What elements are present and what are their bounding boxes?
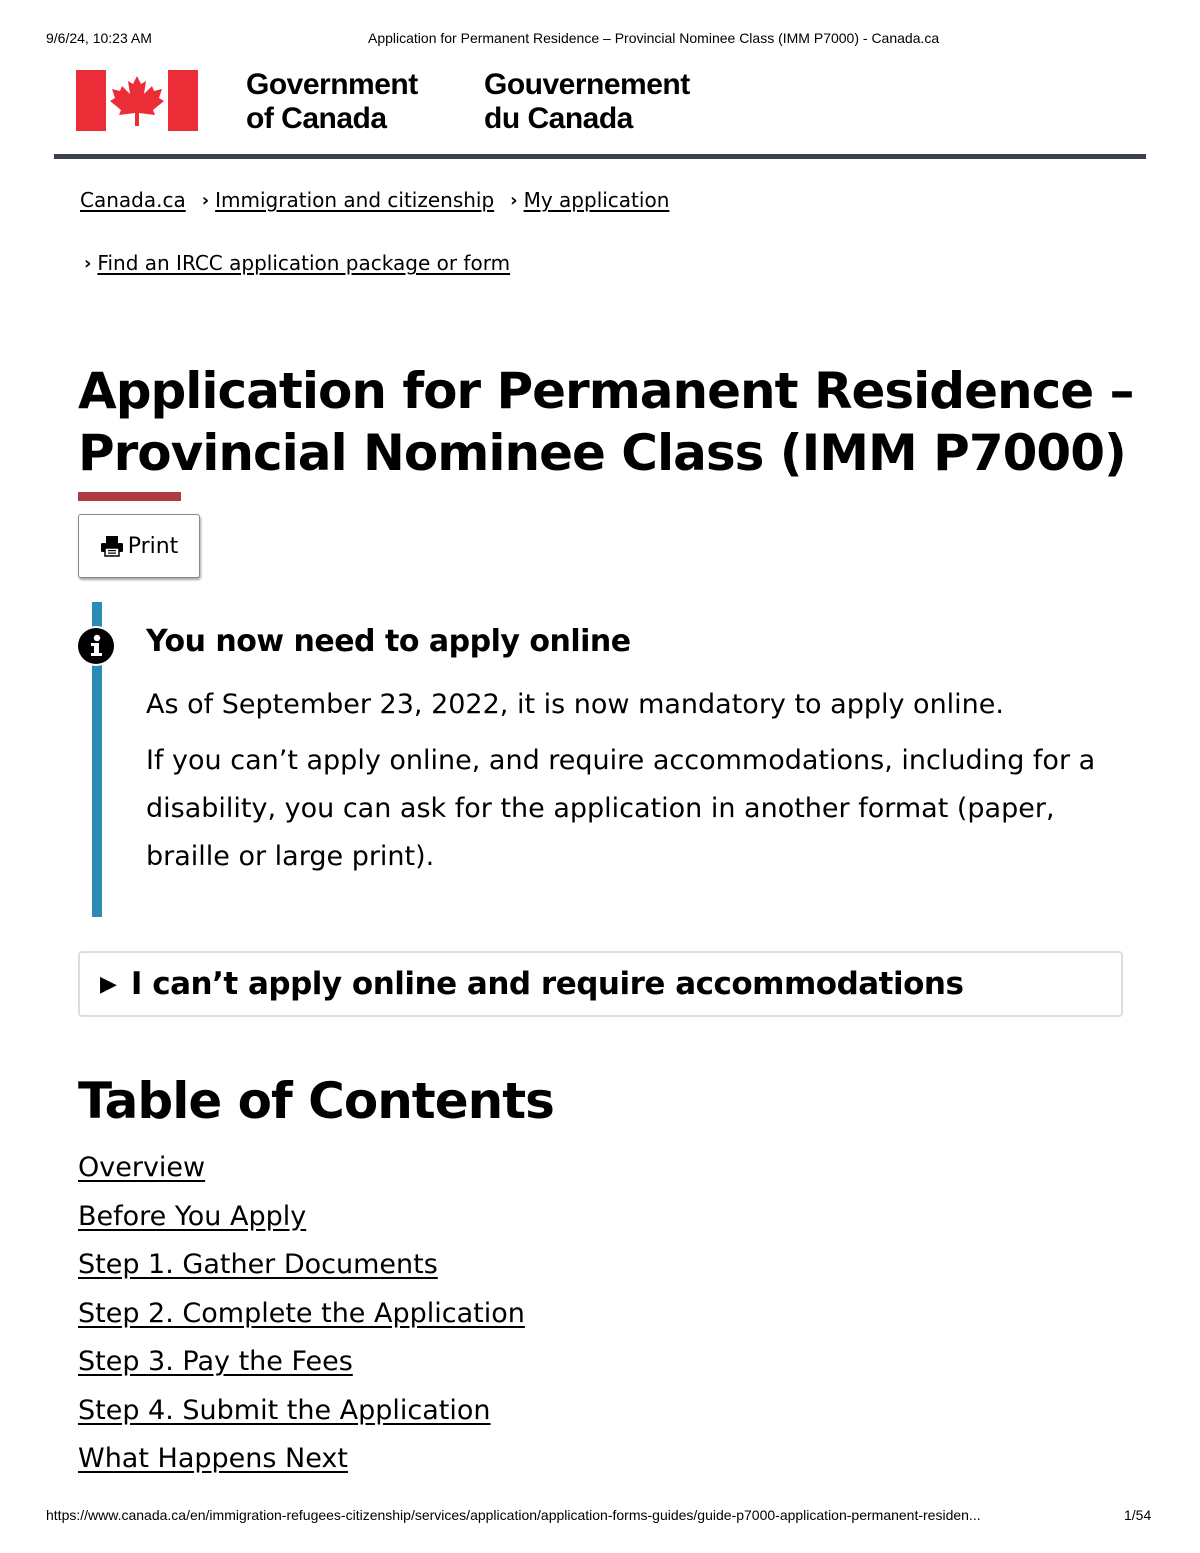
toc-link-step-3[interactable]: Step 3. Pay the Fees bbox=[78, 1346, 353, 1377]
toc-item bbox=[78, 1346, 525, 1395]
toc-item bbox=[78, 1201, 525, 1250]
print-page-title: Application for Permanent Residence – Provincial Nominee Class (IMM P7000) - Canada.ca bbox=[368, 30, 940, 46]
toc-link-step-2[interactable]: Step 2. Complete the Application bbox=[78, 1297, 525, 1329]
breadcrumb-link-find-package[interactable]: Find an IRCC application package or form bbox=[97, 251, 511, 275]
breadcrumb-link-my-application[interactable]: My application bbox=[523, 188, 670, 212]
print-button-label: Print bbox=[127, 533, 179, 559]
table-of-contents bbox=[78, 1152, 525, 1492]
title-underline-decoration bbox=[78, 492, 181, 501]
alert-paragraph-accommodations: If you can’t apply online, and require accommodations, including for a disability, you can ask for the application in another format (paper, braille or large print). bbox=[146, 745, 1096, 872]
alert-paragraph-mandatory: As of September 23, 2022, it is now mandatory to apply online. bbox=[146, 689, 1004, 720]
government-header bbox=[54, 66, 1146, 159]
info-icon bbox=[76, 626, 116, 666]
alert-heading: You now need to apply online bbox=[146, 624, 631, 659]
canada-flag-icon[interactable] bbox=[76, 70, 198, 131]
wordmark-fr-line2: du Canada bbox=[484, 102, 633, 135]
toc-link-what-happens-next[interactable]: What Happens Next bbox=[78, 1443, 348, 1474]
toc-item bbox=[78, 1249, 525, 1298]
print-url: https://www.canada.ca/en/immigration-refugees-citizenship/services/application/application-forms-guides/guide-p7000-application-permanent-residen... bbox=[46, 1507, 981, 1523]
toc-link-overview[interactable]: Overview bbox=[78, 1152, 206, 1183]
accommodations-expander[interactable] bbox=[78, 951, 1123, 1017]
print-footer bbox=[0, 1507, 1200, 1527]
gouvernement-du-canada-wordmark bbox=[484, 68, 690, 136]
wordmark-en-line2: of Canada bbox=[246, 102, 387, 135]
toc-link-step-1[interactable]: Step 1. Gather Documents bbox=[78, 1249, 438, 1280]
chevron-right-icon: › bbox=[84, 252, 92, 274]
print-timestamp: 9/6/24, 10:23 AM bbox=[46, 30, 152, 46]
government-of-canada-wordmark bbox=[246, 68, 418, 136]
toc-item bbox=[78, 1152, 525, 1201]
toc-link-before-you-apply[interactable]: Before You Apply bbox=[78, 1200, 307, 1232]
printer-icon bbox=[100, 535, 124, 557]
print-header bbox=[0, 30, 1200, 50]
toc-link-step-4[interactable]: Step 4. Submit the Application bbox=[78, 1394, 491, 1426]
breadcrumb-link-immigration[interactable]: Immigration and citizenship bbox=[215, 188, 495, 212]
toc-item bbox=[78, 1395, 525, 1444]
toc-title: Table of Contents bbox=[78, 1072, 554, 1130]
wordmark-en-line1: Government bbox=[246, 68, 418, 101]
chevron-right-icon: › bbox=[510, 189, 518, 211]
toc-item bbox=[78, 1298, 525, 1347]
breadcrumb-link-canada-ca[interactable]: Canada.ca bbox=[80, 188, 186, 212]
chevron-right-icon: › bbox=[201, 189, 210, 211]
page-title: Application for Permanent Residence – Provincial Nominee Class (IMM P7000) bbox=[78, 362, 1134, 482]
print-page-number: 1/54 bbox=[1124, 1507, 1152, 1523]
expander-summary-label: I can’t apply online and require accommodations bbox=[130, 966, 964, 1002]
breadcrumb-row-1 bbox=[80, 188, 669, 212]
toc-item bbox=[78, 1443, 525, 1492]
breadcrumb-row-2 bbox=[80, 251, 510, 275]
wordmark-fr-line1: Gouvernement bbox=[484, 68, 690, 101]
expand-triangle-icon: ▶ bbox=[100, 971, 117, 997]
print-button[interactable] bbox=[78, 514, 200, 578]
